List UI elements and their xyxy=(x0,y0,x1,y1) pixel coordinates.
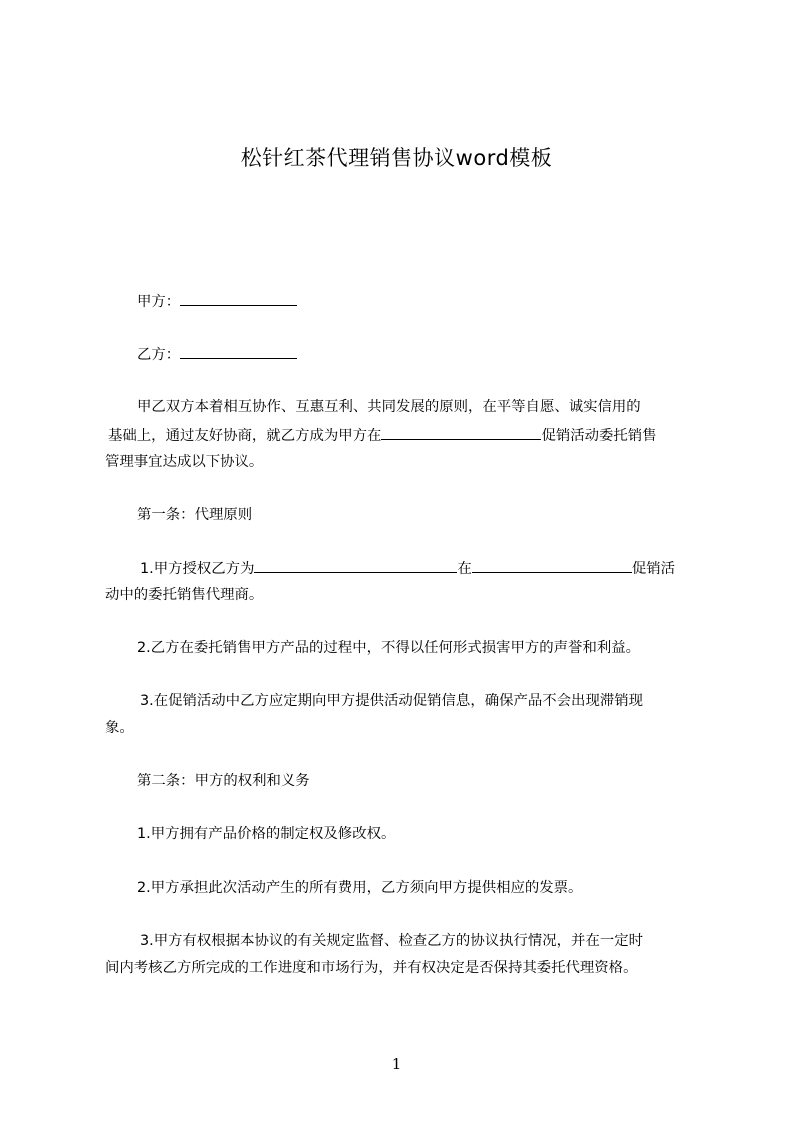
article-1-item-1-mid: 在 xyxy=(457,561,472,577)
article-2-heading: 第二条：甲方的权利和义务 xyxy=(137,773,310,789)
intro-line-2-pre: 基础上，通过友好协商，就乙方成为甲方在 xyxy=(108,428,382,444)
article-2-item-2: 2.甲方承担此次活动产生的所有费用，乙方须向甲方提供相应的发票。 xyxy=(137,880,583,896)
document-title: 松针红茶代理销售协议word模板 xyxy=(240,146,553,170)
intro-line-3: 管理事宜达成以下协议。 xyxy=(105,454,264,470)
party-a-line xyxy=(137,290,297,313)
event-location-blank xyxy=(472,557,632,573)
article-1-heading: 第一条：代理原则 xyxy=(137,507,253,523)
article-1-item-3-line-2: 象。 xyxy=(105,720,134,736)
party-b-blank xyxy=(180,343,297,359)
article-1-item-1 xyxy=(140,557,675,580)
event-name-blank xyxy=(381,424,541,440)
article-1-item-1-line-2: 动中的委托销售代理商。 xyxy=(105,587,264,603)
party-b-label: 乙方： xyxy=(137,347,181,363)
agent-role-blank xyxy=(254,557,457,573)
article-2-item-3: 3.甲方有权根据本协议的有关规定监督、检查乙方的协议执行情况，并在一定时 xyxy=(140,933,644,949)
party-a-label: 甲方： xyxy=(137,294,181,310)
article-1-item-2: 2.乙方在委托销售甲方产品的过程中，不得以任何形式损害甲方的声誉和利益。 xyxy=(137,640,641,656)
article-2-item-3-line-2: 间内考核乙方所完成的工作进度和市场行为，并有权决定是否保持其委托代理资格。 xyxy=(105,960,638,976)
article-1-item-3: 3.在促销活动中乙方应定期向甲方提供活动促销信息，确保产品不会出现滞销现 xyxy=(140,693,644,709)
page-number: 1 xyxy=(391,1055,402,1073)
article-2-item-1: 1.甲方拥有产品价格的制定权及修改权。 xyxy=(137,826,396,842)
party-a-blank xyxy=(180,290,297,306)
article-1-item-1-post: 促销活 xyxy=(631,561,676,577)
intro-line-1: 甲乙双方本着相互协作、互惠互利、共同发展的原则，在平等自愿、诚实信用的 xyxy=(137,399,641,415)
intro-line-2 xyxy=(108,424,657,447)
intro-line-2-post: 促销活动委托销售 xyxy=(541,428,657,444)
article-1-item-1-pre: 1.甲方授权乙方为 xyxy=(140,561,255,577)
party-b-line xyxy=(137,343,297,366)
